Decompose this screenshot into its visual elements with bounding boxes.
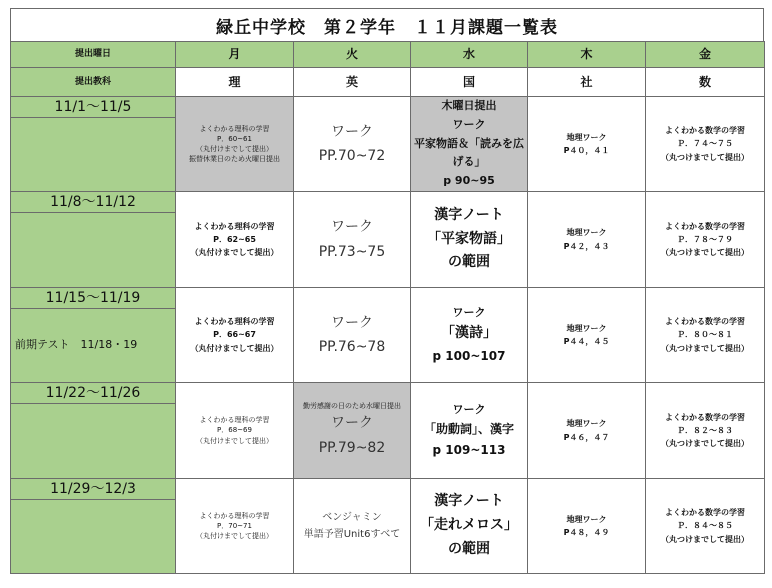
day-tue: 火 (294, 42, 411, 68)
subject-header-row (11, 68, 765, 97)
cell-japanese: ワーク 「助動詞」、漢字 p 109~113 (411, 383, 528, 479)
week-row (11, 383, 765, 404)
assignment-table (10, 41, 765, 574)
cell-science: よくわかる理科の学習 P．66~67 （丸付けまでして提出） (176, 288, 294, 383)
cell-social: 地理ワーク P４０，４１ (528, 97, 646, 192)
subject-social: 社 (528, 68, 646, 97)
week-date: 11/1〜11/5 (11, 97, 176, 118)
day-thu: 木 (528, 42, 646, 68)
cell-japanese: ワーク 「漢詩」 p 100~107 (411, 288, 528, 383)
day-fri: 金 (646, 42, 765, 68)
cell-math: よくわかる数学の学習 Ｐ．８０〜８１ （丸つけまでして提出） (646, 288, 765, 383)
subject-row-label: 提出教科 (11, 68, 176, 97)
day-mon: 月 (176, 42, 294, 68)
subject-science: 理 (176, 68, 294, 97)
week-date: 11/8〜11/12 (11, 192, 176, 213)
cell-math: よくわかる数学の学習 Ｐ．７４〜７５ （丸つけまでして提出） (646, 97, 765, 192)
day-header-row (11, 42, 765, 68)
cell-social: 地理ワーク P４６，４７ (528, 383, 646, 479)
cell-science: よくわかる理科の学習 P．60~61 （丸付けまでして提出） 振替休業日のため火曜日提出 (176, 97, 294, 192)
cell-math: よくわかる数学の学習 Ｐ．７８〜７９ （丸つけまでして提出） (646, 192, 765, 288)
week-row (11, 288, 765, 309)
cell-science: よくわかる理科の学習 P．68~69 （丸付けまでして提出） (176, 383, 294, 479)
week-date: 11/22〜11/26 (11, 383, 176, 404)
cell-science: よくわかる理科の学習 P．62~65 （丸付けまでして提出） (176, 192, 294, 288)
cell-english: 勤労感謝の日のため水曜日提出 ワーク PP.79~82 (294, 383, 411, 479)
cell-math: よくわかる数学の学習 Ｐ．８４〜８５ （丸つけまでして提出） (646, 479, 765, 574)
cell-english: ワーク PP.73~75 (294, 192, 411, 288)
week-row (11, 97, 765, 118)
week-date: 11/29〜12/3 (11, 479, 176, 500)
subject-japanese: 国 (411, 68, 528, 97)
subject-english: 英 (294, 68, 411, 97)
day-row-label: 提出曜日 (11, 42, 176, 68)
sheet-title: 緑丘中学校 第２学年 １１月課題一覧表 (10, 8, 764, 42)
cell-math: よくわかる数学の学習 Ｐ．８２〜８３ （丸つけまでして提出） (646, 383, 765, 479)
subject-math: 数 (646, 68, 765, 97)
week-date: 11/15〜11/19 (11, 288, 176, 309)
week-note (11, 118, 176, 192)
cell-japanese: 漢字ノート 「走れメロス」 の範囲 (411, 479, 528, 574)
cell-social: 地理ワーク P４４，４５ (528, 288, 646, 383)
cell-science: よくわかる理科の学習 P．70~71 （丸付けまでして提出） (176, 479, 294, 574)
cell-english: ワーク PP.70~72 (294, 97, 411, 192)
week-note (11, 404, 176, 479)
cell-english: ベンジャミン 単語予習Unit6すべて (294, 479, 411, 574)
week-row (11, 479, 765, 500)
week-note (11, 500, 176, 574)
cell-english: ワーク PP.76~78 (294, 288, 411, 383)
week-note (11, 213, 176, 288)
week-row (11, 192, 765, 213)
cell-social: 地理ワーク P４８，４９ (528, 479, 646, 574)
cell-japanese: 木曜日提出 ワーク 平家物語＆「読みを広 げる」 p 90~95 (411, 97, 528, 192)
cell-social: 地理ワーク P４２，４３ (528, 192, 646, 288)
assignment-sheet (10, 8, 764, 584)
week-note-test: 前期テスト 11/18・19 (11, 309, 176, 383)
day-wed: 水 (411, 42, 528, 68)
cell-japanese: 漢字ノート 「平家物語」 の範囲 (411, 192, 528, 288)
